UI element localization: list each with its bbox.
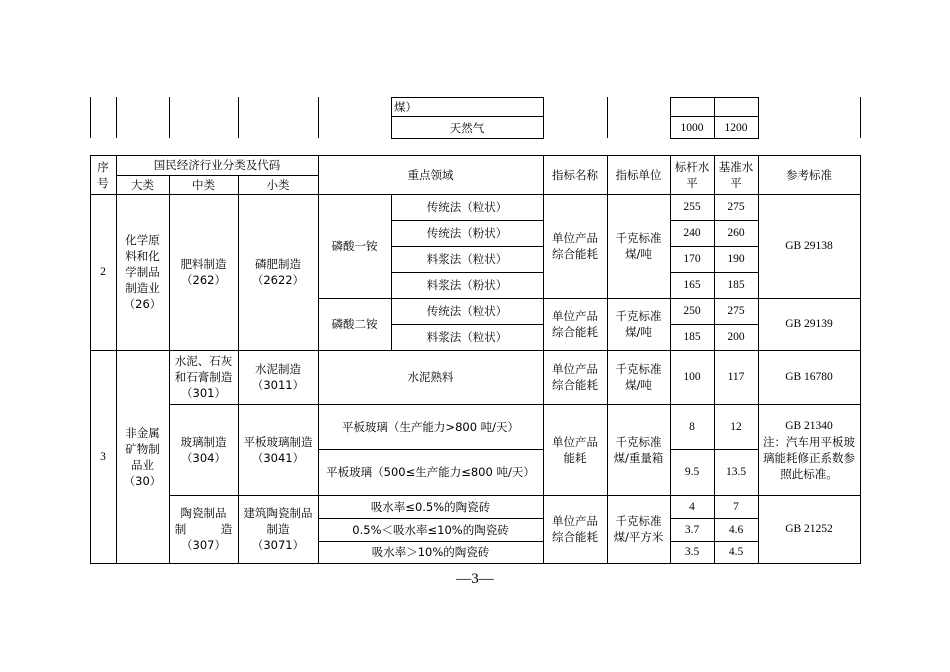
map-indicator-unit: 千克标准 煤/吨	[615, 231, 662, 261]
page-number: —3—	[456, 571, 494, 587]
cement-focus-area: 水泥熟料	[407, 370, 454, 384]
dap-baseline-value: 200	[727, 331, 745, 343]
ceramic-reference-standard: GB 21252	[785, 523, 833, 535]
map-indicator-name: 单位产品 综合能耗	[552, 231, 598, 261]
glass-baseline-value: 13.5	[725, 466, 747, 478]
ceramic-benchmark-value: 3.5	[684, 546, 700, 558]
dap-product-name: 磷酸二铵	[331, 317, 378, 331]
glass-benchmark-value: 9.5	[684, 466, 700, 478]
map-item-label: 料浆法（粒状）	[426, 252, 508, 266]
ceramic-item-label: 吸水率＞10%的陶瓷砖	[371, 545, 490, 559]
glass-middle-category: 玻璃制造 （304）	[180, 434, 227, 465]
header-focus-area: 重点领域	[407, 167, 454, 182]
natural-gas-baseline: 1200	[724, 121, 748, 134]
row2-major-category: 化学原 料和化 学制品 制造业 （26）	[123, 233, 162, 311]
glass-reference-standard: GB 21340 注：汽车用平板玻 璃能耗修正系数参 照此标准。	[763, 419, 855, 481]
ceramic-minor-category: 建筑陶瓷制品 制造 （3071）	[243, 506, 313, 552]
header-seq: 序 号	[97, 159, 109, 190]
dap-reference-standard: GB 29139	[785, 318, 833, 330]
glass-indicator-unit: 千克标准 煤/重量箱	[613, 434, 664, 465]
header-benchmark-level: 标杆水 平	[674, 159, 710, 190]
cement-indicator-unit: 千克标准 煤/吨	[615, 362, 662, 392]
dap-indicator-name: 单位产品 综合能耗	[552, 309, 598, 339]
row3-major-category: 非金属 矿物制 品业 （30）	[123, 425, 162, 488]
header-industry-classification: 国民经济行业分类及代码	[153, 158, 281, 172]
map-benchmark-value: 240	[683, 227, 701, 239]
glass-indicator-name: 单位产品 能耗	[552, 434, 598, 465]
ceramic-benchmark-value: 3.7	[684, 523, 700, 536]
map-baseline-value: 185	[727, 279, 745, 291]
map-item-label: 料浆法（粉状）	[426, 278, 508, 292]
map-reference-standard: GB 29138	[785, 240, 833, 252]
map-item-label: 传统法（粒状）	[426, 200, 508, 214]
header-minor-category: 小类	[266, 177, 290, 192]
map-product-name: 磷酸一铵	[331, 239, 378, 253]
dap-baseline-value: 275	[727, 305, 745, 317]
cement-indicator-name: 单位产品 综合能耗	[552, 362, 598, 392]
ceramic-baseline-value: 7	[733, 500, 739, 513]
ceramic-item-label: 吸水率≤0.5%的陶瓷砖	[370, 499, 491, 514]
row2-seq: 2	[100, 266, 106, 278]
dap-item-label: 传统法（粒状）	[426, 304, 508, 318]
header-middle-category: 中类	[192, 177, 215, 192]
ceramic-baseline-value: 4.5	[728, 546, 744, 558]
dap-benchmark-value: 250	[683, 305, 701, 317]
glass-item-label: 平板玻璃（生产能力>800 吨/天）	[341, 419, 520, 434]
row3-seq: 3	[100, 450, 106, 463]
header-indicator-unit: 指标单位	[615, 167, 662, 182]
cement-middle-category: 水泥、石灰 和石膏制造 （301）	[174, 354, 233, 400]
coal-suffix-text: 煤）	[394, 100, 417, 114]
ceramic-indicator-unit: 千克标准 煤/平方米	[613, 514, 664, 544]
ceramic-baseline-value: 4.6	[728, 523, 744, 536]
header-major-category: 大类	[131, 177, 154, 192]
glass-baseline-value: 12	[730, 420, 742, 433]
cement-benchmark-value: 100	[683, 371, 701, 383]
map-benchmark-value: 170	[683, 253, 701, 265]
cement-reference-standard: GB 16780	[785, 371, 833, 383]
ceramic-benchmark-value: 4	[689, 500, 695, 513]
cement-baseline-value: 117	[727, 371, 745, 383]
cement-minor-category: 水泥制造 （3011）	[251, 362, 305, 392]
glass-benchmark-value: 8	[689, 420, 695, 433]
natural-gas-label: 天然气	[449, 120, 485, 135]
map-baseline-value: 190	[727, 253, 745, 265]
row2-middle-category: 肥料制造 （262）	[180, 257, 227, 287]
dap-item-label: 料浆法（粒状）	[426, 330, 508, 344]
map-benchmark-value: 165	[683, 279, 701, 291]
map-benchmark-value: 255	[683, 201, 701, 213]
header-baseline-level: 基准水 平	[718, 159, 754, 190]
dap-indicator-unit: 千克标准 煤/吨	[615, 309, 662, 339]
map-baseline-value: 260	[727, 227, 745, 239]
map-baseline-value: 275	[727, 201, 745, 213]
ceramic-item-label: 0.5%＜吸水率≤10%的陶瓷砖	[352, 522, 509, 537]
header-indicator-name: 指标名称	[552, 167, 598, 182]
glass-item-label: 平板玻璃（500≤生产能力≤800 吨/天）	[326, 465, 535, 479]
header-reference-standard: 参考标准	[786, 167, 832, 182]
row2-minor-category: 磷肥制造 （2622）	[251, 257, 305, 287]
ceramic-indicator-name: 单位产品 综合能耗	[552, 514, 598, 544]
glass-minor-category: 平板玻璃制造 （3041）	[243, 434, 313, 465]
natural-gas-benchmark: 1000	[680, 121, 704, 134]
map-item-label: 传统法（粉状）	[426, 226, 508, 240]
dap-benchmark-value: 185	[683, 331, 701, 343]
ceramic-middle-category: 陶瓷制品 制 造 （307）	[174, 506, 233, 552]
